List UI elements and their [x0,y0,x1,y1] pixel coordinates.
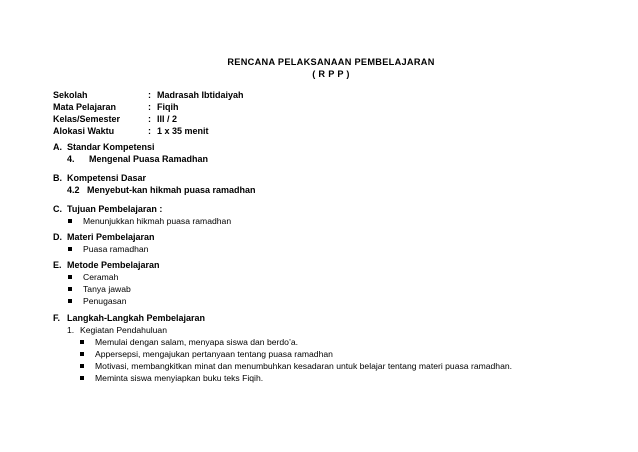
section-heading [53,231,623,243]
section-title: Langkah-Langkah Pembelajaran [67,313,206,323]
list-item [53,271,623,283]
section-tujuan-pembelajaran [53,203,623,227]
item-number: 4. [67,154,75,164]
competency-item [53,153,623,165]
info-label: Alokasi Waktu [53,126,115,136]
square-bullet-icon [80,376,84,380]
list-item [53,348,623,360]
info-colon: : [148,114,151,124]
list-item [53,372,623,384]
list-item-text: Tanya jawab [83,284,131,294]
step-number: 1. [67,325,75,335]
section-letter: B. [53,173,62,183]
info-row-alokasi-waktu [53,125,353,137]
section-letter: F. [53,313,61,323]
square-bullet-icon [80,352,84,356]
info-value: III / 2 [157,114,178,124]
square-bullet-icon [68,287,72,291]
section-letter: A. [53,142,62,152]
section-metode-pembelajaran [53,259,623,307]
competency-item [53,184,623,196]
item-number: 4.2 [67,185,80,195]
info-value: 1 x 35 menit [157,126,209,136]
info-colon: : [148,126,151,136]
square-bullet-icon [80,340,84,344]
list-item [53,360,623,372]
section-standar-kompetensi [53,141,623,165]
square-bullet-icon [80,364,84,368]
document-title: RENCANA PELAKSANAAN PEMBELAJARAN [227,57,435,67]
list-item-text: Meminta siswa menyiapkan buku teks Fiqih. [95,373,264,383]
list-item [53,215,623,227]
section-heading [53,141,623,153]
info-label: Kelas/Semester [53,114,121,124]
info-label: Sekolah [53,90,88,100]
list-item [53,283,623,295]
section-letter: C. [53,204,62,214]
info-value: Madrasah Ibtidaiyah [157,90,244,100]
info-colon: : [148,90,151,100]
list-item [53,336,623,348]
section-letter: E. [53,260,62,270]
info-colon: : [148,102,151,112]
section-kompetensi-dasar [53,172,623,196]
info-row-mata-pelajaran [53,101,353,113]
list-item-text: Menunjukkan hikmah puasa ramadhan [83,216,232,226]
section-heading [53,172,623,184]
section-title: Materi Pembelajaran [67,232,155,242]
info-value: Fiqih [157,102,179,112]
section-heading [53,259,623,271]
section-title: Metode Pembelajaran [67,260,160,270]
section-heading [53,203,623,215]
section-langkah-pembelajaran [53,312,623,384]
square-bullet-icon [68,247,72,251]
section-title: Tujuan Pembelajaran : [67,204,163,214]
section-heading [53,312,623,324]
list-item-text: Memulai dengan salam, menyapa siswa dan berdo’a. [95,337,299,347]
list-item-text: Ceramah [83,272,119,282]
list-item [53,243,623,255]
list-item-text: Appersepsi, mengajukan pertanyaan tentang puasa ramadhan [95,349,333,359]
item-text: Menyebut-kan hikmah puasa ramadhan [87,185,256,195]
square-bullet-icon [68,275,72,279]
list-item [53,295,623,307]
item-text: Mengenal Puasa Ramadhan [89,154,209,164]
info-label: Mata Pelajaran [53,102,117,112]
step-item [53,324,623,336]
list-item-text: Puasa ramadhan [83,244,149,254]
section-title: Kompetensi Dasar [67,173,147,183]
info-row-kelas-semester [53,113,353,125]
identity-block [53,89,353,137]
section-letter: D. [53,232,62,242]
document-subtitle: ( R P P ) [312,69,350,79]
square-bullet-icon [68,219,72,223]
list-item-text: Motivasi, membangkitkan minat dan menumbuhkan kesadaran untuk belajar tentang materi puasa ramadhan. [95,361,513,371]
info-row-sekolah [53,89,353,101]
square-bullet-icon [68,299,72,303]
step-text: Kegiatan Pendahuluan [80,325,167,335]
section-materi-pembelajaran [53,231,623,255]
list-item-text: Penugasan [83,296,127,306]
section-title: Standar Kompetensi [67,142,155,152]
